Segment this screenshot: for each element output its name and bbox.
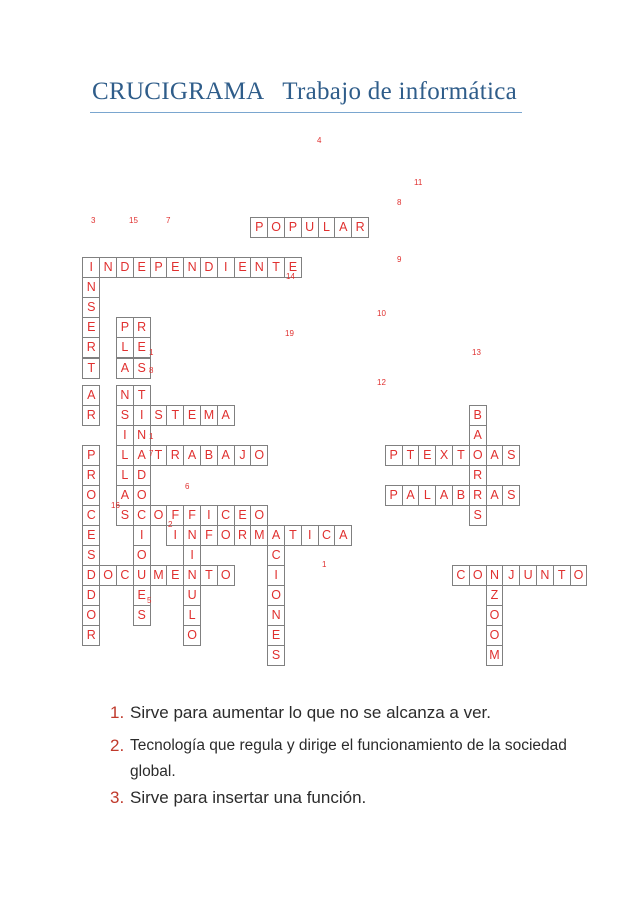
crossword-cell: A [217,405,235,426]
crossword-cell: E [284,257,302,278]
crossword-cell: E [267,625,285,646]
crossword-cell: N [133,425,151,446]
crossword-cell: E [82,525,100,546]
crossword-cell: U [301,217,319,238]
crossword-cell: S [82,545,100,566]
crossword-cell: A [217,445,235,466]
clue-number: 3. [110,788,125,807]
crossword-cell: O [82,605,100,626]
clue-number-marker: 9 [397,255,402,264]
clue-number-marker: 8 [149,366,154,375]
crossword-cell: S [267,645,285,666]
crossword-cell: M [486,645,504,666]
crossword-cell: A [267,525,285,546]
crossword-cell: N [183,257,201,278]
crossword-cell: L [318,217,336,238]
crossword-cell: P [385,445,403,466]
crossword-cell: L [116,445,134,466]
clue-number-marker: 13 [472,348,481,357]
crossword-cell: E [82,317,100,338]
crossword-cell: C [318,525,336,546]
clue-number-marker: 14 [286,272,295,281]
crossword-cell: A [334,525,352,546]
crossword-cell: N [99,257,117,278]
crossword-cell: L [116,337,134,358]
crossword-cell: O [267,585,285,606]
crossword-cell: A [183,445,201,466]
clue-number-marker: 3 [91,216,96,225]
clue-number-marker: 7 [149,449,154,458]
crossword-cell: R [469,465,487,486]
crossword-cell: O [99,565,117,586]
crossword-cell: R [82,465,100,486]
clue-list [110,702,580,810]
crossword-cell: O [469,445,487,466]
crossword-cell: I [166,525,184,546]
crossword-cell: O [82,485,100,506]
crossword-cell: O [217,525,235,546]
crossword-cell: B [200,445,218,466]
clue-number: 1. [110,703,125,722]
crossword-cell: U [133,565,151,586]
clue-number-marker: 11 [414,178,423,187]
crossword-cell: S [116,405,134,426]
crossword-cell: P [284,217,302,238]
crossword-cell: R [469,485,487,506]
crossword-cell: S [502,485,520,506]
crossword-cell: O [570,565,588,586]
crossword-cell: P [385,485,403,506]
crossword-cell: E [166,257,184,278]
crossword-cell: T [553,565,571,586]
clue-number-marker: 15 [129,216,138,225]
crossword-cell: R [166,445,184,466]
crossword-cell: P [116,317,134,338]
crossword-cell: E [418,445,436,466]
crossword-cell: J [502,565,520,586]
clue-number-marker: 6 [185,482,190,491]
crossword-cell: I [116,425,134,446]
crossword-cell: I [133,525,151,546]
crossword-cell: E [133,337,151,358]
crossword-cell: T [133,385,151,406]
crossword-cell: Z [486,585,504,606]
crossword-cell: O [133,545,151,566]
crossword-cell: P [250,217,268,238]
crossword-cell: X [435,445,453,466]
crossword-cell: M [250,525,268,546]
crossword-cell: P [150,257,168,278]
clue-number-marker: 1 [149,432,154,441]
clue-number-marker: 10 [377,309,386,318]
crossword-cell: N [536,565,554,586]
crossword-cell: T [267,257,285,278]
crossword-cell: O [133,485,151,506]
clue-number-marker: 2 [168,520,173,529]
crossword-cell: N [267,605,285,626]
crossword-cell: E [133,257,151,278]
crossword-cell: I [183,545,201,566]
crossword-cell: A [116,485,134,506]
crossword-cell: N [183,525,201,546]
crossword-cell: F [183,505,201,526]
crossword-cell: O [486,625,504,646]
page-title: CRUCIGRAMA Trabajo de informática [92,78,518,105]
crossword-cell: N [116,385,134,406]
crossword-cell: D [200,257,218,278]
crossword-cell: A [469,425,487,446]
clue-number-marker: 4 [317,136,322,145]
crossword-cell: O [250,505,268,526]
crossword-cell: R [234,525,252,546]
crossword-cell: O [183,625,201,646]
crossword-cell: C [116,565,134,586]
crossword-cell: T [452,445,470,466]
crossword-cell: A [435,485,453,506]
crossword-cell: C [452,565,470,586]
crossword-cell: S [502,445,520,466]
crossword-cell: O [250,445,268,466]
crossword-cell: C [267,545,285,566]
crossword-cell: M [200,405,218,426]
crossword-cell: T [402,445,420,466]
crossword-cell: E [183,405,201,426]
crossword-cell: D [82,565,100,586]
crossword-cell: E [234,257,252,278]
crossword-cell: I [301,525,319,546]
crossword-cell: U [183,585,201,606]
crossword-cell: C [82,505,100,526]
crossword-cell: S [469,505,487,526]
clue-number-marker: 1 [149,348,154,357]
crossword-cell: C [217,505,235,526]
crossword-cell: N [82,277,100,298]
crossword-cell: A [486,445,504,466]
crossword-cell: R [133,317,151,338]
crossword-cell: M [150,565,168,586]
crossword-cell: A [82,385,100,406]
crossword-cell: N [183,565,201,586]
crossword-cell: A [133,445,151,466]
crossword-cell: R [351,217,369,238]
crossword-cell: B [452,485,470,506]
crossword-cell: T [166,405,184,426]
crossword-cell: P [82,445,100,466]
crossword-cell: S [116,505,134,526]
crossword-cell: S [82,297,100,318]
crossword-cell: F [166,505,184,526]
clue-number-marker: 19 [285,329,294,338]
crossword-cell: D [82,585,100,606]
crossword-cell: I [200,505,218,526]
crossword-cell: D [133,465,151,486]
crossword-cell: B [469,405,487,426]
crossword-cell: I [267,565,285,586]
clue-number: 2. [110,736,125,755]
crossword-cell: S [133,358,151,379]
crossword-cell: D [116,257,134,278]
crossword-cell: L [418,485,436,506]
crossword-cell: T [284,525,302,546]
crossword-cell: A [486,485,504,506]
crossword-cell: I [133,405,151,426]
crossword-cell: A [116,358,134,379]
crossword-cell: U [519,565,537,586]
crossword-cell: O [486,605,504,626]
crossword-cell: A [402,485,420,506]
clue-text: Sirve para insertar una función. [130,788,367,807]
clue-number-marker: 5 [147,596,152,605]
crossword-cell: F [200,525,218,546]
crossword-cell: C [133,505,151,526]
crossword-cell: R [82,337,100,358]
crossword-cell: J [234,445,252,466]
clue-item [110,733,580,785]
clue-item [110,702,580,724]
crossword-cell: O [267,217,285,238]
crossword-cell: T [200,565,218,586]
crossword-cell: N [486,565,504,586]
crossword-cell: R [82,405,100,426]
crossword-cell: S [133,605,151,626]
clue-number-marker: 16 [111,501,120,510]
clue-number-marker: 7 [166,216,171,225]
crossword-cell: I [82,257,100,278]
clue-number-marker: 12 [377,378,386,387]
crossword-cell: T [82,358,100,379]
crossword-cell: I [217,257,235,278]
clue-number-marker: 8 [397,198,402,207]
crossword-cell: N [250,257,268,278]
clue-text: Tecnología que regula y dirige el funcionamiento de la sociedad global. [130,737,567,780]
crossword-cell: L [116,465,134,486]
clue-text: Sirve para aumentar lo que no se alcanza a ver. [130,703,491,722]
crossword-cell: O [217,565,235,586]
crossword-cell: T [150,445,168,466]
clue-item [110,786,580,810]
crossword-cell: R [82,625,100,646]
crossword-cell: E [166,565,184,586]
crossword-cell: O [469,565,487,586]
crossword-cell: S [150,405,168,426]
crossword-cell: L [183,605,201,626]
crossword-cell: E [133,585,151,606]
crossword-cell: O [150,505,168,526]
clue-number-marker: 1 [322,560,327,569]
crossword-cell: A [334,217,352,238]
crossword-cell: E [234,505,252,526]
